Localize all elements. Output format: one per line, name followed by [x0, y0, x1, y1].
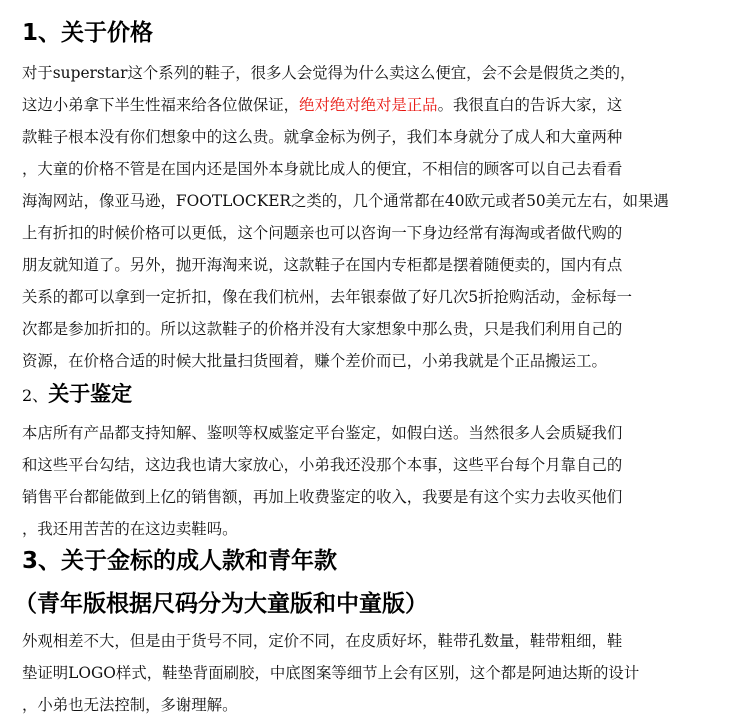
paragraph-line: 外观相差不大，但是由于货号不同，定价不同，在皮质好坏，鞋带孔数量，鞋带粗细，鞋 [22, 632, 623, 650]
highlight-genuine: 绝对绝对绝对是正品 [299, 96, 438, 114]
paragraph-line: 和这些平台勾结，这边我也请大家放心，小弟我还没那个本事，这些平台每个月靠自己的 [22, 456, 623, 474]
paragraph-line: 资源，在价格合适的时候大批量扫货囤着，赚个差价而已，小弟我就是个正品搬运工。 [22, 352, 607, 370]
paragraph-line: 本店所有产品都支持知解、鉴呗等权威鉴定平台鉴定，如假白送。当然很多人会质疑我们 [22, 424, 623, 442]
section-heading-price: 1、关于价格 [22, 20, 154, 46]
text-segment: 。我很直白的告诉大家，这 [437, 96, 623, 114]
paragraph-line: ，小弟也无法控制，多谢理解。 [22, 696, 238, 714]
paragraph-line: 次都是参加折扣的。所以这款鞋子的价格并没有大家想象中那么贵，只是我们利用自己的 [22, 320, 623, 338]
paragraph-line: 对于superstar这个系列的鞋子，很多人会觉得为什么卖这么便宜，会不会是假货之类的， [22, 64, 636, 82]
section-heading-gold-label: 3、关于金标的成人款和青年款 [22, 548, 338, 574]
text-segment: 这边小弟拿下半生性福来给各位做保证， [22, 96, 300, 114]
paragraph-line: 海淘网站，像亚马逊，FOOTLOCKER之类的，几个通常都在40欧元或者50美元左右，如果遇 [22, 192, 669, 210]
paragraph-line: ，大童的价格不管是在国内还是国外本身就比成人的便宜，不相信的顾客可以自己去看看 [22, 160, 623, 178]
section-heading-authentication [22, 379, 132, 411]
section-title: 关于鉴定 [48, 382, 133, 406]
paragraph-line: 关系的都可以拿到一定折扣，像在我们杭州，去年银泰做了好几次5折抢购活动，金标每一 [22, 288, 633, 306]
paragraph-line: 上有折扣的时候价格可以更低，这个问题亲也可以咨询一下身边经常有海淘或者做代购的 [22, 224, 623, 242]
paragraph-line: 垫证明LOGO样式，鞋垫背面刷胶，中底图案等细节上会有区别，这个都是阿迪达斯的设计 [22, 664, 640, 682]
paragraph-line: 款鞋子根本没有你们想象中的这么贵。就拿金标为例子，我们本身就分了成人和大童两种 [22, 128, 623, 146]
section-subheading-youth: （青年版根据尺码分为大童版和中童版） [14, 591, 428, 617]
paragraph-line: 朋友就知道了。另外，抛开海淘来说，这款鞋子在国内专柜都是摆着随便卖的，国内有点 [22, 256, 623, 274]
paragraph-line: ，我还用苦苦的在这边卖鞋吗。 [22, 520, 238, 538]
paragraph-line-guarantee [22, 95, 734, 115]
section-number: 2、 [22, 386, 49, 405]
paragraph-line: 销售平台都能做到上亿的销售额，再加上收费鉴定的收入，我要是有这个实力去收买他们 [22, 488, 623, 506]
